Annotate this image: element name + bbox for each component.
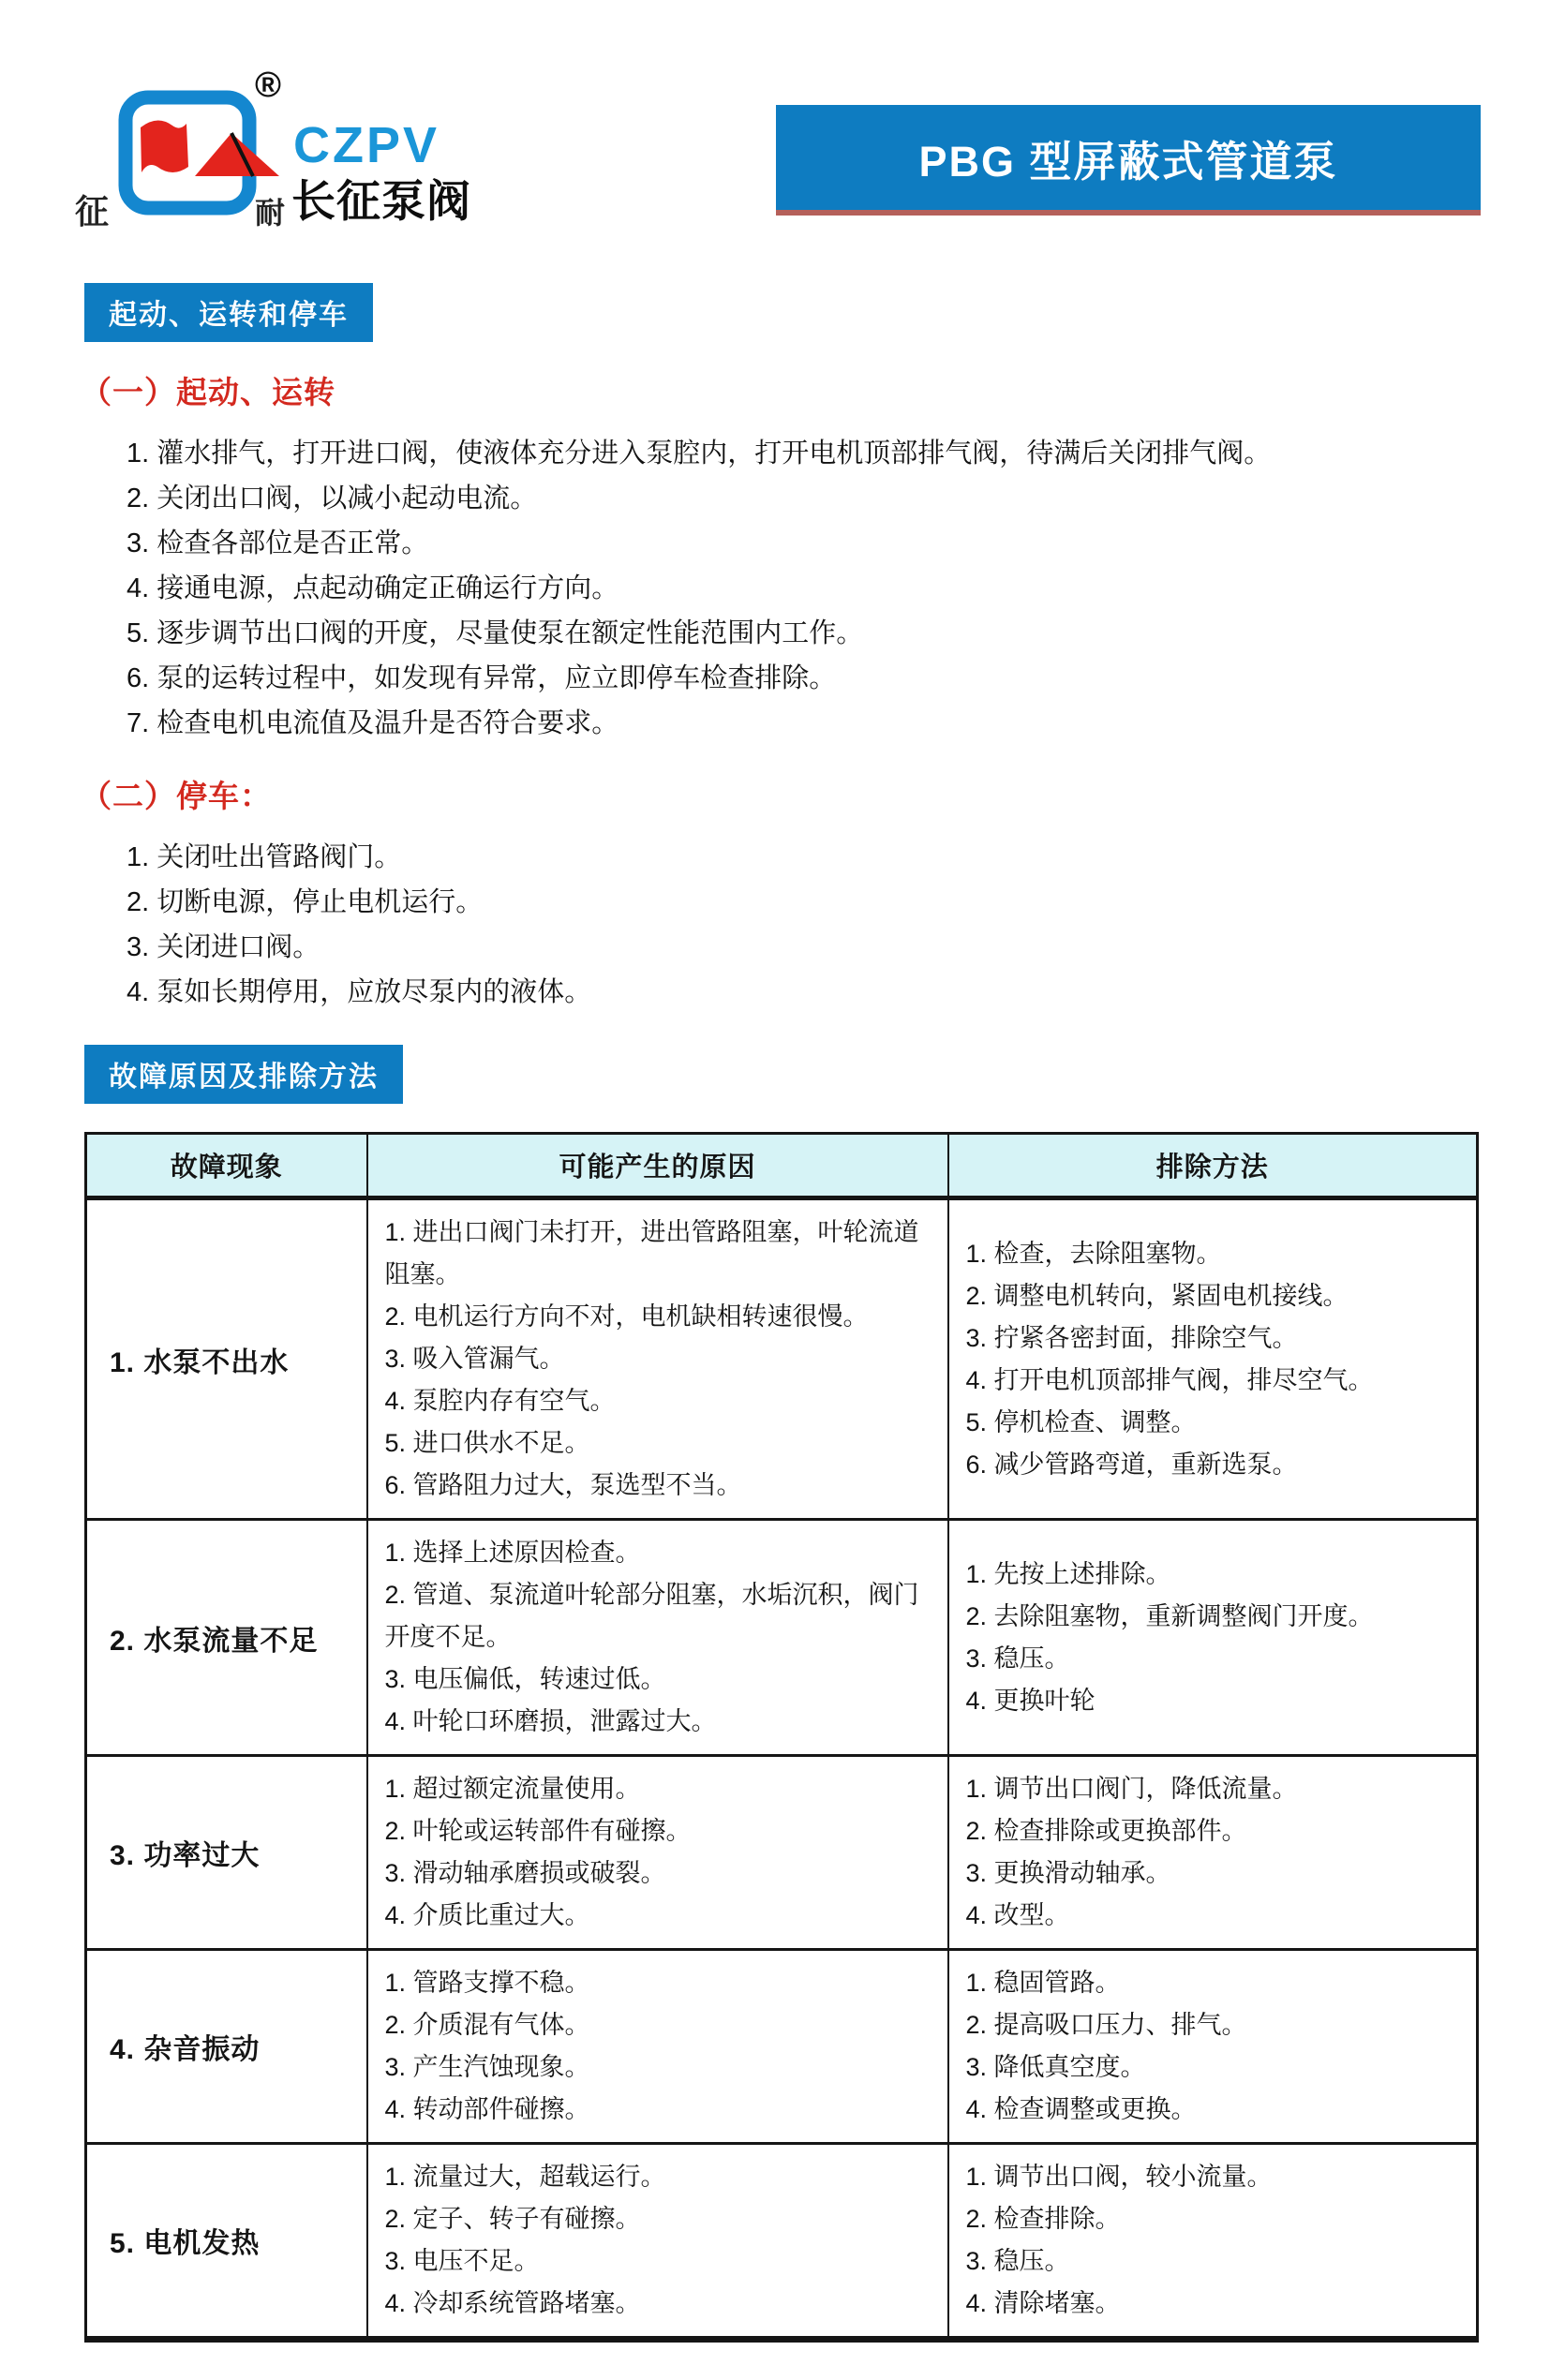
remedy-item: 2. 提高吸口压力、排气。 <box>965 2011 1247 2039</box>
remedy-item: 4. 改型。 <box>965 1901 1070 1929</box>
remedy-item: 3. 更换滑动轴承。 <box>965 1859 1171 1887</box>
cause-item: 2. 管道、泵流道叶轮部分阻塞，水垢沉积，阀门开度不足。 <box>384 1581 919 1651</box>
fault-phenomenon: 2. 水泵流量不足 <box>86 1520 367 1756</box>
remedy-item: 3. 降低真空度。 <box>965 2053 1146 2081</box>
logo-acronym: CZPV <box>293 117 440 173</box>
remedy-item: 2. 去除阻塞物，重新调整阀门开度。 <box>965 1601 1374 1630</box>
remedy-item: 3. 稳压。 <box>965 2247 1070 2275</box>
fault-table <box>84 1132 1479 2343</box>
cause-item: 6. 管路阻力过大，泵选型不当。 <box>384 1471 742 1499</box>
remedy-item: 6. 减少管路弯道，重新选泵。 <box>965 1450 1298 1479</box>
cause-item: 1. 选择上述原因检查。 <box>384 1539 641 1567</box>
causes-cell <box>367 1756 948 1950</box>
cause-item: 3. 产生汽蚀现象。 <box>384 2053 590 2081</box>
cause-item: 3. 滑动轴承磨损或破裂。 <box>384 1859 666 1887</box>
cause-item: 4. 叶轮口环磨损，泄露过大。 <box>384 1707 717 1735</box>
heading-start-run: （一）起动、运转 <box>81 375 335 409</box>
list-item: 6. 泵的运转过程中，如发现有异常，应立即停车检查排除。 <box>127 663 837 693</box>
remedy-item: 2. 检查排除或更换部件。 <box>965 1817 1247 1845</box>
remedy-item: 4. 更换叶轮 <box>965 1686 1095 1715</box>
column-header-remedies: 排除方法 <box>948 1134 1478 1198</box>
column-header-phenomenon: 故障现象 <box>86 1134 367 1198</box>
list-item: 7. 检查电机电流值及温升是否符合要求。 <box>127 708 619 738</box>
table-row <box>86 1756 1478 1950</box>
fault-table-body <box>86 1198 1478 2340</box>
causes-cell <box>367 1520 948 1756</box>
remedy-item: 2. 检查排除。 <box>965 2205 1121 2233</box>
column-header-causes: 可能产生的原因 <box>367 1134 948 1198</box>
cause-item: 1. 流量过大，超载运行。 <box>384 2163 666 2191</box>
list-item: 3. 检查各部位是否正常。 <box>127 528 429 558</box>
list-item: 3. 关闭进口阀。 <box>127 932 320 962</box>
list-item: 5. 逐步调节出口阀的开度，尽量使泵在额定性能范围内工作。 <box>127 618 864 648</box>
fault-phenomenon: 5. 电机发热 <box>86 2144 367 2340</box>
list-item: 1. 关闭吐出管路阀门。 <box>127 842 402 872</box>
masthead <box>0 0 1550 234</box>
causes-cell <box>367 2144 948 2340</box>
cause-item: 2. 定子、转子有碰擦。 <box>384 2205 641 2233</box>
cause-item: 3. 吸入管漏气。 <box>384 1345 565 1373</box>
page-title-banner <box>776 105 1481 216</box>
table-row <box>86 1950 1478 2144</box>
remedies-cell <box>948 1198 1478 1520</box>
fault-phenomenon: 1. 水泵不出水 <box>86 1198 367 1520</box>
cause-item: 2. 介质混有气体。 <box>384 2011 590 2039</box>
remedies-cell <box>948 1950 1478 2144</box>
remedy-item: 1. 调节出口阀门，降低流量。 <box>965 1775 1298 1803</box>
page-title: PBG 型屏蔽式管道泵 <box>918 137 1338 186</box>
cause-item: 4. 介质比重过大。 <box>384 1901 590 1929</box>
fault-table-head <box>86 1134 1478 1198</box>
fault-phenomenon: 4. 杂音振动 <box>86 1950 367 2144</box>
remedy-item: 4. 打开电机顶部排气阀，排尽空气。 <box>965 1365 1374 1394</box>
remedy-item: 3. 稳压。 <box>965 1644 1070 1673</box>
list-item: 4. 泵如长期停用，应放尽泵内的液体。 <box>127 977 592 1007</box>
registered-trademark: ® <box>255 66 281 105</box>
remedy-item: 1. 稳固管路。 <box>965 1969 1121 1997</box>
table-row <box>86 1520 1478 1756</box>
fault-phenomenon: 3. 功率过大 <box>86 1756 367 1950</box>
causes-cell <box>367 1950 948 2144</box>
cause-item: 3. 电压偏低，转速过低。 <box>384 1665 666 1693</box>
cause-item: 4. 冷却系统管路堵塞。 <box>384 2289 641 2317</box>
cause-item: 1. 进出口阀门未打开，进出管路阻塞，叶轮流道阻塞。 <box>384 1218 919 1288</box>
list-item: 2. 切断电源，停止电机运行。 <box>127 887 484 917</box>
cause-item: 1. 管路支撑不稳。 <box>384 1969 590 1997</box>
cause-item: 4. 泵腔内存有空气。 <box>384 1387 616 1415</box>
logo-company-name: 长征泵阀 <box>291 176 471 226</box>
remedy-item: 2. 调整电机转向，紧固电机接线。 <box>965 1281 1349 1310</box>
fault-table-header-row <box>86 1134 1478 1198</box>
cause-item: 4. 转动部件碰擦。 <box>384 2095 590 2123</box>
section-header-operation: 起动、运转和停车 <box>84 283 373 342</box>
remedies-cell <box>948 1520 1478 1756</box>
remedies-cell <box>948 1756 1478 1950</box>
start-run-list <box>84 431 1471 746</box>
logo-seal-left: 征 <box>75 192 110 231</box>
causes-cell <box>367 1198 948 1520</box>
cause-item: 2. 电机运行方向不对，电机缺相转速很慢。 <box>384 1302 869 1331</box>
stop-list <box>84 835 1471 1015</box>
table-row <box>86 2144 1478 2340</box>
list-item: 4. 接通电源，点起动确定正确运行方向。 <box>127 573 619 603</box>
remedy-item: 3. 拧紧各密封面，排除空气。 <box>965 1323 1298 1352</box>
list-item: 2. 关闭出口阀，以减小起动电流。 <box>127 483 538 513</box>
remedy-item: 1. 先按上述排除。 <box>965 1559 1171 1588</box>
remedy-item: 4. 检查调整或更换。 <box>965 2095 1197 2123</box>
document-body <box>0 234 1550 2380</box>
remedy-item: 4. 清除堵塞。 <box>965 2289 1121 2317</box>
remedy-item: 1. 调节出口阀，较小流量。 <box>965 2163 1273 2191</box>
list-item: 1. 灌水排气，打开进口阀，使液体充分进入泵腔内，打开电机顶部排气阀，待满后关闭排气阀。 <box>127 439 1272 469</box>
company-logo <box>56 47 600 234</box>
logo-seal-right: 耐 <box>255 196 286 230</box>
remedy-item: 1. 检查，去除阻塞物。 <box>965 1239 1222 1268</box>
remedies-cell <box>948 2144 1478 2340</box>
section-header-troubleshooting: 故障原因及排除方法 <box>84 1045 403 1104</box>
heading-stop: （二）停车： <box>81 779 272 813</box>
cause-item: 2. 叶轮或运转部件有碰擦。 <box>384 1817 692 1845</box>
cause-item: 3. 电压不足。 <box>384 2247 540 2275</box>
table-row <box>86 1198 1478 1520</box>
cause-item: 5. 进口供水不足。 <box>384 1429 590 1457</box>
remedy-item: 5. 停机检查、调整。 <box>965 1407 1197 1436</box>
cause-item: 1. 超过额定流量使用。 <box>384 1775 641 1803</box>
